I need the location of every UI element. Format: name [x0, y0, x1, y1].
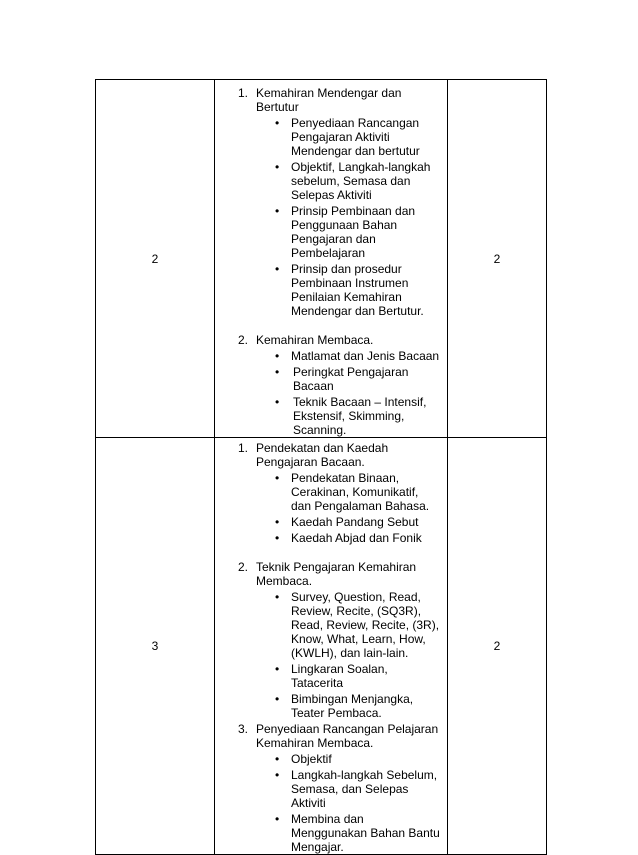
bullet-icon: • [275, 116, 280, 130]
bullet-icon: • [275, 204, 280, 218]
topic-title: Teknik Pengajaran Kemahiran Membaca. [256, 560, 417, 588]
topic-number: 1. [238, 441, 249, 455]
credit-cell: 2 [448, 438, 547, 855]
list-item: • Lingkaran Soalan, Tatacerita [275, 662, 388, 690]
bullet-icon: • [275, 752, 280, 766]
topic [215, 441, 441, 545]
bullet-icon: • [275, 471, 280, 485]
topic-number: 3. [238, 722, 249, 736]
topic-title: Penyediaan Rancangan Pelajaran Kemahiran Membaca. [256, 722, 439, 750]
topic-number: 2. [238, 333, 249, 347]
table-row [96, 438, 547, 855]
bullet-icon: • [275, 365, 280, 379]
bullet-icon: • [275, 349, 280, 363]
bullet-icon: • [275, 262, 280, 276]
bullet-icon: • [275, 515, 280, 529]
topic [215, 333, 441, 437]
bullet-icon: • [275, 662, 280, 676]
list-item: • Pendekatan Binaan, Cerakinan, Komunikatif, dan Pengalaman Bahasa. [275, 471, 430, 513]
bullet-list [215, 590, 441, 720]
topic [215, 86, 441, 318]
list-item: • Bimbingan Menjangka, Teater Pembaca. [275, 692, 414, 720]
topics-cell [215, 438, 448, 855]
topic-number: 2. [238, 560, 249, 574]
list-item: • Survey, Question, Read, Review, Recite, (SQ3R), Read, Review, Recite, (3R), Know, What, Learn, How, (KWLH), dan lain-lain. [275, 590, 440, 660]
list-item: • Matlamat dan Jenis Bacaan [275, 349, 440, 363]
list-item: • Penyediaan Rancangan Pengajaran Aktiviti Mendengar dan bertutur [275, 116, 420, 158]
list-item: • Langkah-langkah Sebelum, Semasa, dan Selepas Aktiviti [275, 768, 438, 810]
list-item: • Peringkat Pengajaran Bacaan [275, 365, 409, 393]
bullet-icon: • [275, 590, 280, 604]
syllabus-table [95, 79, 547, 855]
list-item: • Kaedah Pandang Sebut [275, 515, 419, 529]
bullet-icon: • [275, 812, 280, 826]
list-item: • Prinsip Pembinaan dan Penggunaan Bahan Pengajaran dan Pembelajaran [275, 204, 416, 260]
bullet-icon: • [275, 768, 280, 782]
bullet-icon: • [275, 531, 280, 545]
bullet-list [215, 116, 441, 318]
bullet-icon: • [275, 692, 280, 706]
bullet-icon: • [275, 160, 280, 174]
week-cell: 3 [96, 438, 215, 855]
topic [215, 722, 441, 854]
list-item: • Prinsip dan prosedur Pembinaan Instrumen Penilaian Kemahiran Mendengar dan Bertutur. [275, 262, 424, 318]
list-item: • Kaedah Abjad dan Fonik [275, 531, 422, 545]
topic [215, 560, 441, 720]
bullet-list [215, 752, 441, 854]
list-item: • Membina dan Menggunakan Bahan Bantu Mengajar. [275, 812, 440, 854]
list-item: • Objektif, Langkah-langkah sebelum, Semasa dan Selepas Aktiviti [275, 160, 431, 202]
credit-cell: 2 [448, 80, 547, 438]
list-item: • Objektif [275, 752, 332, 766]
week-cell: 2 [96, 80, 215, 438]
list-item: • Teknik Bacaan – Intensif, Ekstensif, Skimming, Scanning. [275, 395, 427, 437]
topic-title: Pendekatan dan Kaedah Pengajaran Bacaan. [256, 441, 389, 469]
topic-title: Kemahiran Mendengar dan Bertutur [256, 86, 402, 114]
bullet-list [215, 349, 441, 437]
bullet-list [215, 471, 441, 545]
topic-number: 1. [238, 86, 249, 100]
topic-title: Kemahiran Membaca. [256, 333, 374, 347]
bullet-icon: • [275, 395, 280, 409]
table-row [96, 80, 547, 438]
topics-cell [215, 80, 448, 438]
